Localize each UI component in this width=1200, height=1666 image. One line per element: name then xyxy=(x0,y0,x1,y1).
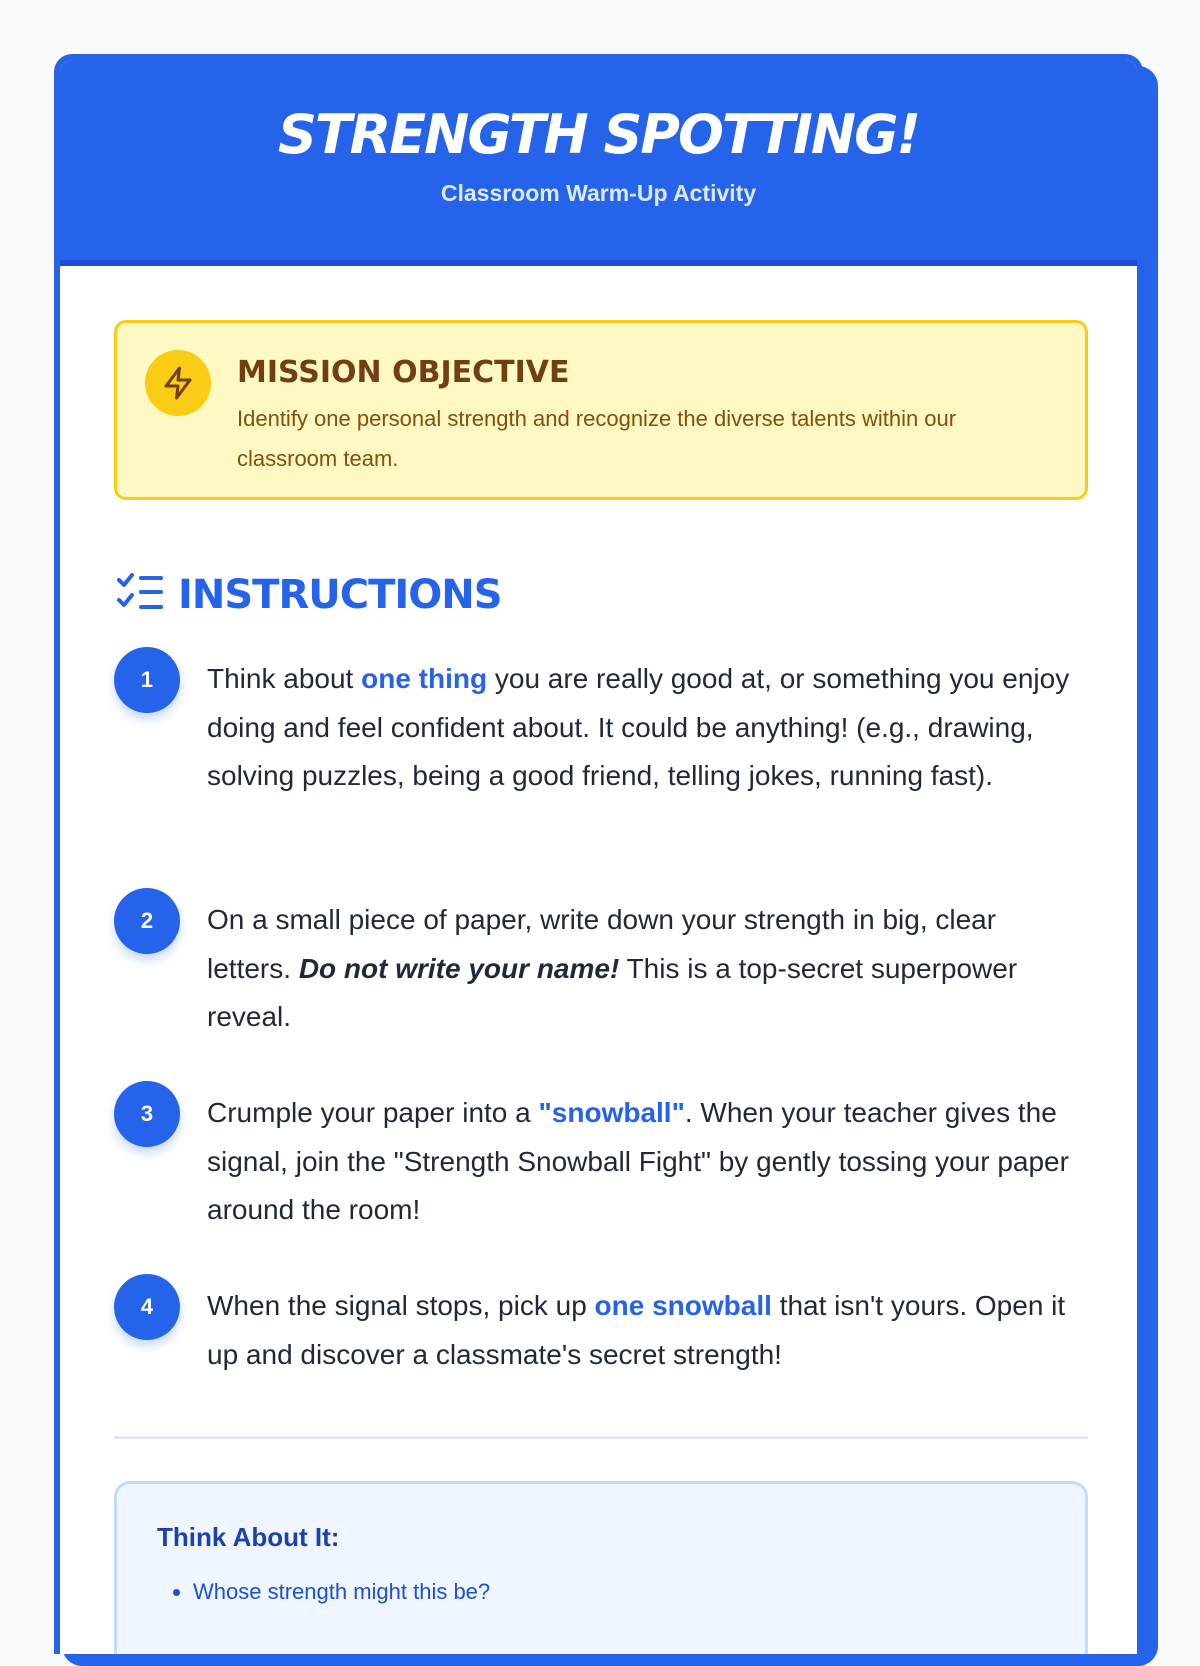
step-text-part: that isn't yours. Open it up and discover a classmate's secret strength! xyxy=(207,1290,1066,1370)
step-emphasis: Do not write your name! xyxy=(298,952,620,984)
step-text xyxy=(207,896,1087,1042)
step-number-badge: 2 xyxy=(114,888,180,954)
page-subtitle: Classroom Warm-Up Activity xyxy=(440,180,757,206)
step-text xyxy=(207,655,1087,801)
step-highlight: one snowball xyxy=(594,1290,772,1321)
mission-title: MISSION OBJECTIVE xyxy=(237,355,570,390)
step-highlight: one thing xyxy=(361,663,488,694)
section-divider xyxy=(114,1436,1088,1439)
think-about-it-box xyxy=(114,1481,1088,1654)
step-highlight: "snowball" xyxy=(538,1097,685,1128)
lightning-icon xyxy=(145,350,211,416)
mission-text: Identify one personal strength and recognize the diverse talents within our classroom team. xyxy=(237,406,957,471)
step-text xyxy=(207,1282,1087,1379)
step-text-part: Think about xyxy=(207,663,362,694)
mission-objective-box xyxy=(114,320,1088,500)
think-list xyxy=(157,1574,490,1610)
card-body xyxy=(54,54,1143,1654)
step-text xyxy=(207,1089,1087,1235)
checklist-icon xyxy=(116,571,164,619)
step-text-part: When the signal stops, pick up xyxy=(207,1290,595,1321)
think-list-item: • Whose strength might this be? xyxy=(193,1574,490,1610)
step-text-part: This is a top-secret superpower reveal. xyxy=(207,952,1018,1032)
step-text-part: Crumple your paper into a xyxy=(207,1097,539,1128)
step-number-badge: 3 xyxy=(114,1081,180,1147)
instructions-heading xyxy=(116,565,502,625)
step-text-part: you are really good at, or something you enjoy doing and feel confident about. It could be anything! (e.g., drawing, solving puzzles, being a good friend, telling jokes, running fast). xyxy=(207,663,1070,791)
header-banner xyxy=(60,60,1137,266)
activity-card xyxy=(54,54,1156,1654)
step-text-part: . When your teacher gives the signal, join the "Strength Snowball Fight" by gently tossing your paper around the room! xyxy=(207,1097,1069,1225)
think-title: Think About It: xyxy=(157,1522,340,1552)
step-number-badge: 1 xyxy=(114,647,180,713)
instructions-title: INSTRUCTIONS xyxy=(178,572,502,618)
step-number-badge: 4 xyxy=(114,1274,180,1340)
step-text-part: On a small piece of paper, write down your strength in big, clear letters. xyxy=(207,904,997,984)
page-title: STRENGTH SPOTTING! xyxy=(277,103,920,166)
